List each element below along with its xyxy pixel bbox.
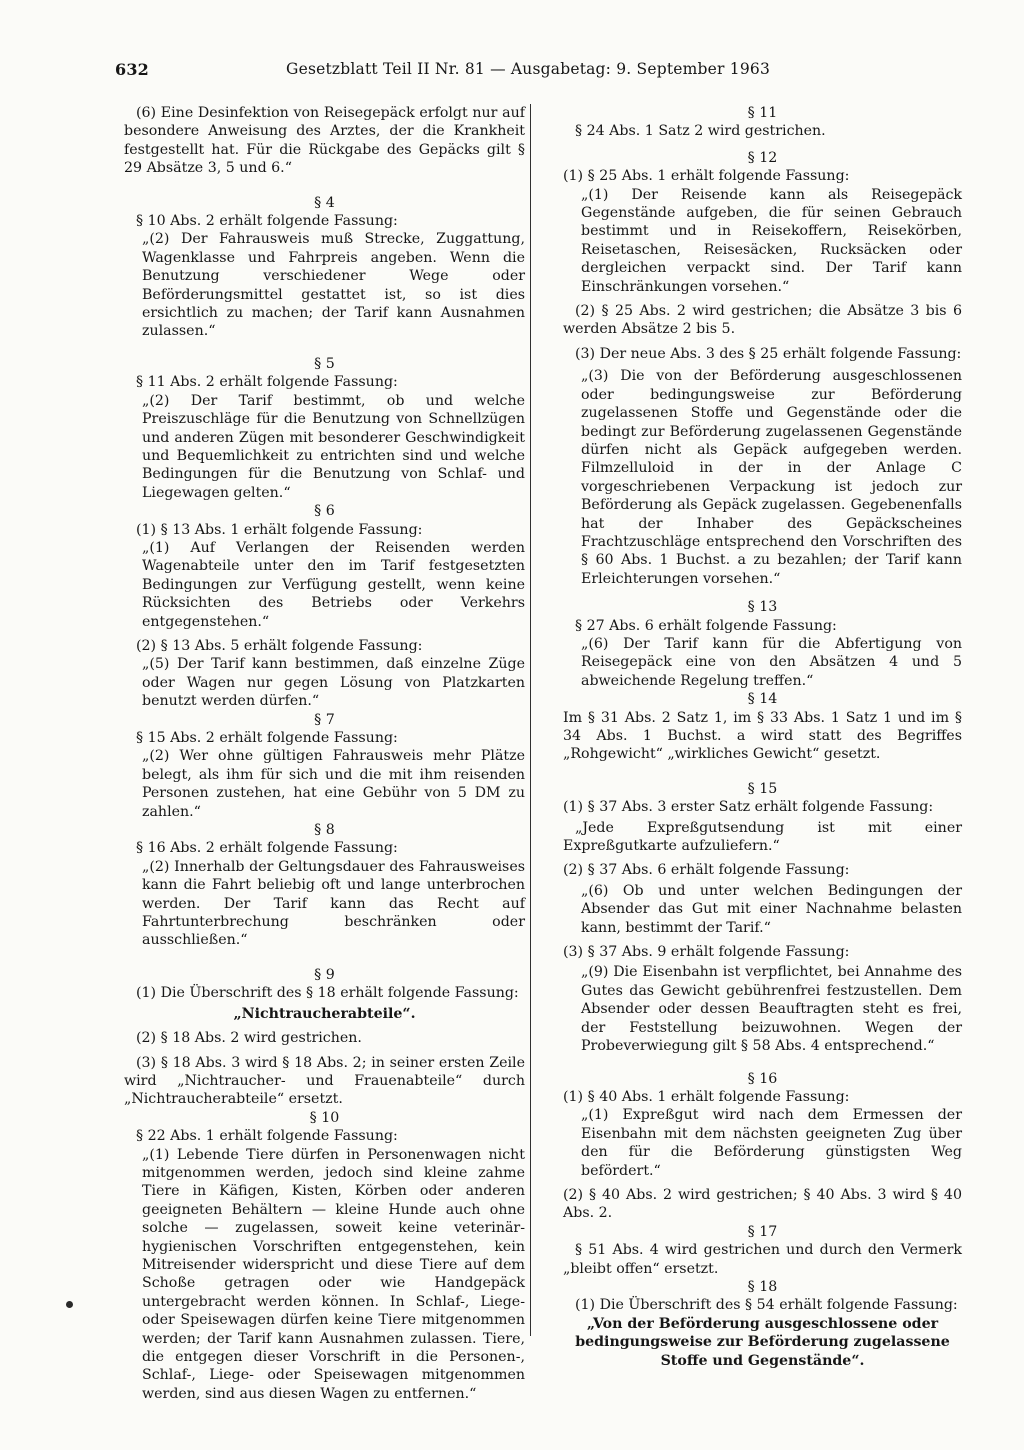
bold-heading: „Von der Beförderung ausgeschlossene oder bedingungsweise zur Beförderung zugelassene Stoffe und Gegenstände“. — [575, 1315, 950, 1369]
section-heading: § 14 — [747, 691, 778, 708]
paragraph: Im § 31 Abs. 2 Satz 1, im § 33 Abs. 1 Satz 1 und im § 34 Abs. 1 Buchst. a wird statt des Begriffes „Rohgewicht“ „wirkliches Gewicht“ gesetzt. — [563, 709, 962, 763]
scan-dot — [66, 1301, 73, 1308]
right-column — [563, 104, 962, 1370]
paragraph: (1) § 37 Abs. 3 erster Satz erhält folgende Fassung: — [563, 799, 934, 816]
quoted-text: „(9) Die Eisenbahn ist verpflichtet, bei Annahme des Gutes das Gewicht gebührenfrei festzustellen. Dem Absender oder dessen Beauftragten steht es frei, der Feststellung beizuwohnen. Wegen der Probeverwiegung gilt § 58 Abs. 4 entsprechend.“ — [581, 964, 962, 1055]
section-heading: § 11 — [747, 105, 778, 121]
quoted-text: „(2) Wer ohne gültigen Fahrausweis mehr Plätze belegt, als ihm für sich und die mit ihm reisenden Personen zustehen, hat eine Gebühr von 5 DM zu zahlen.“ — [142, 748, 525, 820]
paragraph: § 11 Abs. 2 erhält folgende Fassung: — [136, 374, 398, 391]
section-heading: § 8 — [314, 822, 335, 839]
quoted-text: „(1) Expreßgut wird nach dem Ermessen der Eisenbahn mit dem nächsten geeigneten Zug über den für die Beförderung günstigsten Weg befördert.“ — [581, 1107, 962, 1179]
section-heading: § 5 — [314, 355, 335, 372]
paragraph: § 22 Abs. 1 erhält folgende Fassung: — [136, 1128, 398, 1145]
section-heading: § 17 — [747, 1223, 778, 1240]
quoted-text: „(6) Der Tarif kann für die Abfertigung von Reisegepäck eine von den Absätzen 4 und 5 abweichende Regelung treffen.“ — [581, 635, 962, 689]
paragraph: § 51 Abs. 4 wird gestrichen und durch den Vermerk „bleibt offen“ ersetzt. — [563, 1242, 962, 1277]
paragraph: „Jede Expreßgutsendung ist mit einer Expreßgutkarte aufzuliefern.“ — [563, 819, 962, 855]
paragraph: (2) § 13 Abs. 5 erhält folgende Fassung: — [136, 637, 423, 654]
section-heading: § 15 — [747, 780, 778, 797]
quoted-text: „(2) Innerhalb der Geltungsdauer des Fahrausweises kann die Fahrt beliebig oft und lange unterbrochen werden. Der Tarif kann das Recht auf Fahrtunterbrechung beschränken oder ausschließen.“ — [142, 858, 525, 949]
page-header — [115, 60, 785, 84]
quoted-text: „(1) Auf Verlangen der Reisenden werden Wagenabteile unter den im Tarif festgesetzten Bedingungen zur Verfügung gestellt, wenn keine Rücksichten des Betriebs oder Verkehrs entgegenstehen.“ — [142, 539, 525, 630]
section-heading: § 12 — [747, 149, 778, 166]
paragraph: (2) § 25 Abs. 2 wird gestrichen; die Absätze 3 bis 6 werden Absätze 2 bis 5. — [563, 303, 962, 338]
section-heading: § 13 — [747, 599, 778, 616]
section-heading: § 9 — [314, 966, 335, 983]
quoted-text: „(5) Der Tarif kann bestimmen, daß einzelne Züge oder Wagen nur gegen Lösung von Platzkarten benutzt werden dürfen.“ — [142, 656, 525, 710]
paragraph: (2) § 37 Abs. 6 erhält folgende Fassung: — [563, 862, 850, 879]
bold-heading: „Nichtraucherabteile“. — [233, 1005, 416, 1022]
page-number: 632 — [115, 60, 149, 79]
section-heading: § 18 — [747, 1278, 778, 1295]
section-heading: § 6 — [314, 503, 335, 520]
paragraph: § 10 Abs. 2 erhält folgende Fassung: — [136, 213, 398, 230]
header-title: Gesetzblatt Teil II Nr. 81 — Ausgabetag: 9. September 1963 — [286, 60, 771, 78]
quoted-text: „(3) Die von der Beförderung ausgeschlossenen oder bedingungsweise zur Beförderung zugelassenen Stoffe und Gegenstände oder die bedingt zur Beförderung zugelassenen Gegenstände dürfen nicht als Gepäck aufgegeben werden. Filmzelluloid in der in der Anlage C vorgeschriebenen Verpackung ist jedoch zur Beförderung als Gepäck zugelassen. Gegebenenfalls hat der Inhaber des Gepäckscheines Frachtzuschläge entsprechend den Vorschriften des § 60 Abs. 1 Buchst. a zu bezahlen; der Tarif kann Erleichterungen vorsehen.“ — [581, 368, 962, 587]
left-column — [124, 104, 525, 1403]
paragraph: § 27 Abs. 6 erhält folgende Fassung: — [575, 617, 837, 634]
paragraph: (1) Die Überschrift des § 18 erhält folgende Fassung: — [136, 985, 519, 1002]
paragraph: (3) Der neue Abs. 3 des § 25 erhält folgende Fassung: — [575, 345, 962, 362]
quoted-text: „(2) Der Fahrausweis muß Strecke, Zuggattung, Wagenklasse und Fahrpreis angeben. Wenn die Benutzung verschiedener Wege oder Beförderungsmittel gestattet ist, so ist dies ersichtlich zu machen; der Tarif kann Ausnahmen zulassen.“ — [142, 231, 525, 340]
paragraph: (3) § 18 Abs. 3 wird § 18 Abs. 2; in seiner ersten Zeile wird „Nichtraucher- und Frauenabteile“ durch „Nichtraucherabteile“ ersetzt. — [124, 1054, 525, 1108]
paragraph: (6) Eine Desinfektion von Reisegepäck erfolgt nur auf besondere Anweisung des Arztes, der die Krankheit festgestellt hat. Für die Rückgabe des Gepäcks gilt § 29 Absätze 3, 5 und 6.“ — [124, 105, 525, 177]
section-heading: § 4 — [314, 194, 335, 211]
paragraph: (1) § 13 Abs. 1 erhält folgende Fassung: — [136, 521, 423, 538]
paragraph: § 16 Abs. 2 erhält folgende Fassung: — [136, 840, 398, 857]
section-heading: § 7 — [314, 711, 335, 728]
paragraph: (1) § 25 Abs. 1 erhält folgende Fassung: — [563, 168, 850, 185]
quoted-text: „(6) Ob und unter welchen Bedingungen der Absender das Gut mit einer Nachnahme belasten kann, bestimmt der Tarif.“ — [581, 882, 962, 936]
column-divider — [530, 104, 531, 1336]
quoted-text: „(1) Der Reisende kann als Reisegepäck Gegenstände aufgeben, die für seinen Gebrauch bestimmt und in Reisekoffern, Reisekörben, Reisetaschen, Reisesäcken, Rucksäcken oder dergleichen verpackt sind. Der Tarif kann Einschränkungen vorsehen.“ — [581, 186, 962, 295]
paragraph: (1) Die Überschrift des § 54 erhält folgende Fassung: — [575, 1297, 958, 1314]
paragraph: § 24 Abs. 1 Satz 2 wird gestrichen. — [575, 123, 826, 140]
paragraph: (2) § 18 Abs. 2 wird gestrichen. — [136, 1030, 362, 1047]
quoted-text: „(1) Lebende Tiere dürfen in Personenwagen nicht mitgenommen werden, jedoch sind kleine zahme Tiere in Käfigen, Kisten, Körben oder anderen geeigneten Behältern — kleine Hunde auch ohne solche — zugelassen, soweit keine veterinär-hygienischen Vorschriften entgegenstehen, kein Mitreisender widerspricht und diese Tiere auf dem Schoße getragen oder wie Handgepäck untergebracht werden können. In Schlaf-, Liege- oder Speisewagen dürfen keine Tiere mitgenommen werden; der Tarif kann Ausnahmen zulassen. Tiere, die entgegen dieser Vorschrift in die Personen-, Schlaf-, Liege- oder Speisewagen mitgenommen werden, sind aus diesen Wagen zu entfernen.“ — [142, 1146, 525, 1402]
paragraph: (2) § 40 Abs. 2 wird gestrichen; § 40 Abs. 3 wird § 40 Abs. 2. — [563, 1186, 962, 1222]
section-heading: § 16 — [747, 1070, 778, 1087]
paragraph: (3) § 37 Abs. 9 erhält folgende Fassung: — [563, 944, 850, 961]
paragraph: § 15 Abs. 2 erhält folgende Fassung: — [136, 730, 398, 746]
paragraph: (1) § 40 Abs. 1 erhält folgende Fassung: — [563, 1088, 850, 1105]
section-heading: § 10 — [309, 1109, 340, 1126]
quoted-text: „(2) Der Tarif bestimmt, ob und welche Preiszuschläge für die Benutzung von Schnellzügen und anderen Zügen mit besonderer Geschwindigkeit und Bequemlichkeit zu entrichten sind und welche Bedingungen für die Benutzung von Schlaf- und Liegewagen gelten.“ — [142, 392, 525, 501]
